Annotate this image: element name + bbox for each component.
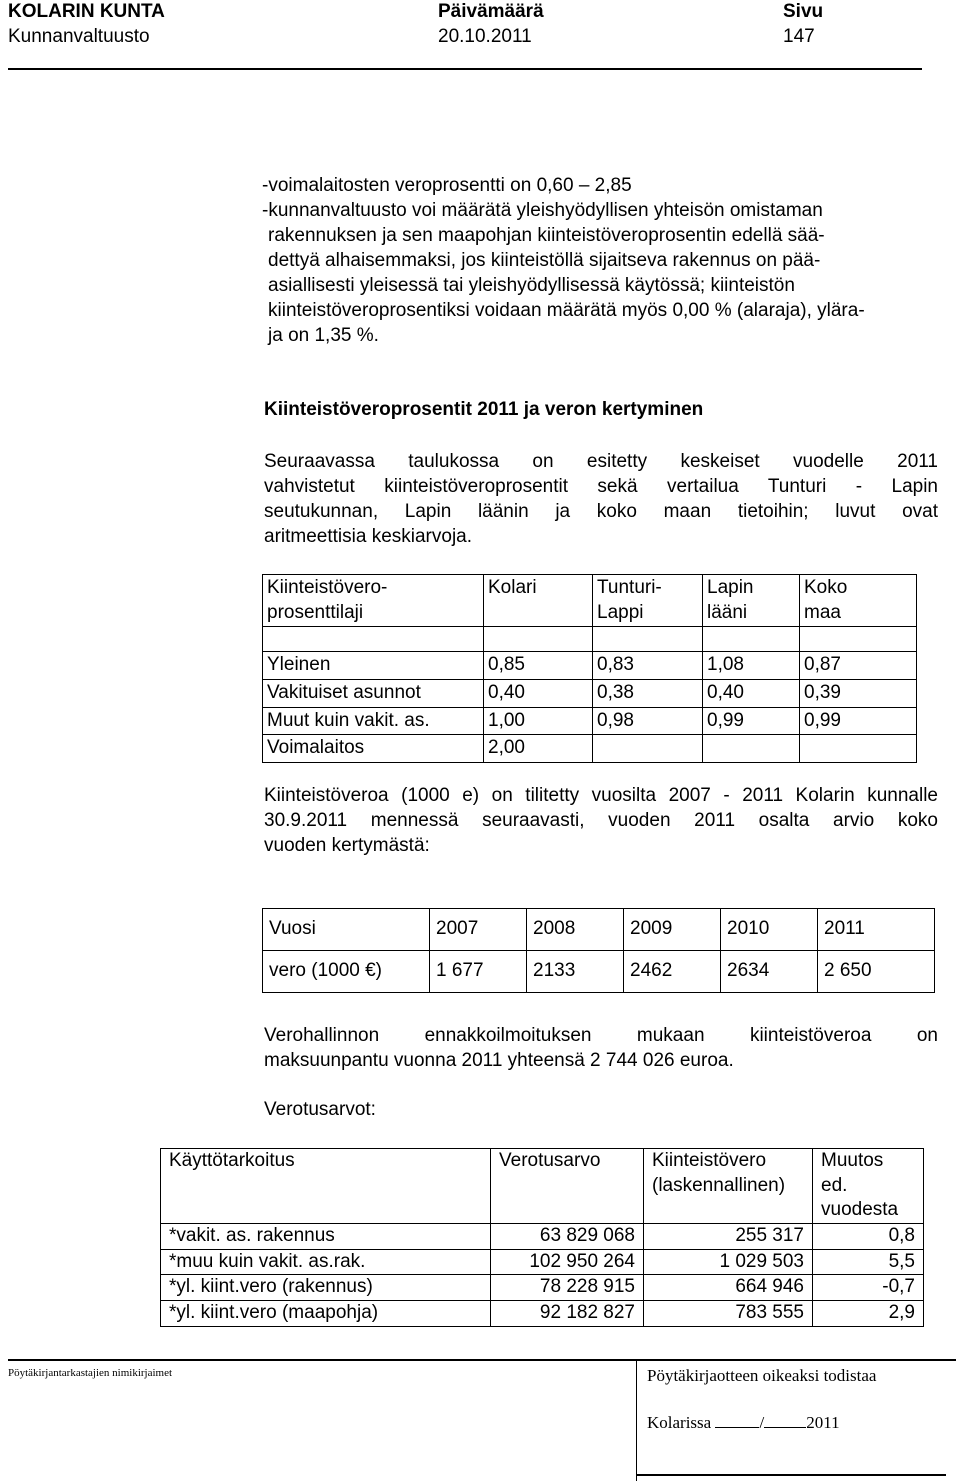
paragraph-tax-intro bbox=[264, 784, 938, 859]
value-cell: 2 650 bbox=[818, 951, 935, 993]
paragraph-line: maksuunpantu vuonna 2011 yhteensä 2 744 026 euroa. bbox=[264, 1050, 734, 1071]
column-header: Verotusarvo bbox=[491, 1149, 644, 1224]
table-cell: 0,40 bbox=[484, 680, 593, 708]
table-cell: 1,08 bbox=[703, 652, 800, 680]
date-value: 20.10.2011 bbox=[438, 26, 532, 48]
table-header-row bbox=[161, 1149, 924, 1224]
verotusarvot-label: Verotusarvot: bbox=[264, 1099, 376, 1120]
table-cell: 5,5 bbox=[813, 1249, 924, 1275]
intro-line: kiinteistöveroprosentiksi voidaan määrätä myös 0,00 % (alaraja), ylära- bbox=[268, 300, 865, 321]
intro-text bbox=[262, 174, 936, 349]
table-cell: 0,38 bbox=[593, 680, 703, 708]
date-label: Päivämäärä bbox=[438, 1, 544, 23]
page-number: 147 bbox=[783, 26, 815, 48]
paragraph-line: seutukunnan, Lapin läänin ja koko maan tietoihin; luvut ovat bbox=[264, 501, 938, 522]
date-separator: / bbox=[759, 1413, 765, 1432]
table-cell: Muut kuin vakit. as. bbox=[263, 707, 484, 735]
paragraph-line: vahvistetut kiinteistöveroprosentit sekä vertailua Tunturi - Lapin bbox=[264, 476, 938, 497]
footer-place: Kolarissa bbox=[647, 1413, 712, 1432]
table-cell: 1,00 bbox=[484, 707, 593, 735]
table-row bbox=[263, 909, 935, 951]
value-cell: 1 677 bbox=[430, 951, 527, 993]
table-cell: 0,83 bbox=[593, 652, 703, 680]
column-header: Lapin lääni bbox=[703, 575, 800, 627]
table-cell: 0,98 bbox=[593, 707, 703, 735]
footer-place-date bbox=[647, 1412, 840, 1434]
table-cell: 1 029 503 bbox=[644, 1249, 813, 1275]
header-divider bbox=[8, 68, 922, 70]
paragraph-line: Seuraavassa taulukossa on esitetty keskeiset vuodelle 2011 bbox=[264, 451, 938, 472]
table-row bbox=[263, 735, 917, 763]
table-cell: 0,85 bbox=[484, 652, 593, 680]
taxable-values-table bbox=[160, 1148, 924, 1327]
footer-year: 2011 bbox=[806, 1413, 840, 1432]
table-cell: 0,99 bbox=[703, 707, 800, 735]
intro-line: ja on 1,35 %. bbox=[268, 325, 379, 346]
table-cell: 255 317 bbox=[644, 1224, 813, 1250]
org-name: KOLARIN KUNTA bbox=[8, 1, 165, 23]
page-header bbox=[8, 0, 948, 50]
year-cell: 2011 bbox=[818, 909, 935, 951]
table-row bbox=[161, 1275, 924, 1301]
table-cell: Vakituiset asunnot bbox=[263, 680, 484, 708]
table-cell: 0,99 bbox=[800, 707, 917, 735]
paragraph-assessment bbox=[264, 1024, 938, 1074]
footer-bottom-divider bbox=[636, 1474, 946, 1476]
year-cell: 2007 bbox=[430, 909, 527, 951]
table-row bbox=[161, 1224, 924, 1250]
body-name: Kunnanvaltuusto bbox=[8, 26, 150, 48]
row-label: Vuosi bbox=[263, 909, 430, 951]
section-title: Kiinteistöveroprosentit 2011 ja veron kertyminen bbox=[264, 399, 704, 420]
year-cell: 2009 bbox=[624, 909, 721, 951]
table-cell: 63 829 068 bbox=[491, 1224, 644, 1250]
intro-line: -kunnanvaltuusto voi määrätä yleishyödyllisen yhteisön omistaman bbox=[262, 200, 823, 221]
value-cell: 2634 bbox=[721, 951, 818, 993]
header-row-values bbox=[8, 25, 948, 50]
table-cell: Yleinen bbox=[263, 652, 484, 680]
footer-vertical-divider bbox=[636, 1359, 637, 1481]
table-cell: 2,00 bbox=[484, 735, 593, 763]
paragraph-line: vuoden kertymästä: bbox=[264, 835, 430, 856]
table-row bbox=[263, 680, 917, 708]
intro-line: dettyä alhaisemmaksi, jos kiinteistöllä sijaitseva rakennus on pää- bbox=[268, 250, 821, 271]
year-cell: 2010 bbox=[721, 909, 818, 951]
table-cell: Voimalaitos bbox=[263, 735, 484, 763]
table-cell bbox=[800, 735, 917, 763]
table-cell: *yl. kiint.vero (rakennus) bbox=[161, 1275, 491, 1301]
table-cell bbox=[593, 735, 703, 763]
intro-line: -voimalaitosten veroprosentti on 0,60 – 2,85 bbox=[262, 175, 632, 196]
footer-certification-label: Pöytäkirjaotteen oikeaksi todistaa bbox=[647, 1366, 877, 1385]
paragraph-line: Verohallinnon ennakkoilmoituksen mukaan kiinteistöveroa on bbox=[264, 1025, 938, 1046]
paragraph-line: aritmeettisia keskiarvoja. bbox=[264, 526, 473, 547]
table-cell: *yl. kiint.vero (maapohja) bbox=[161, 1301, 491, 1327]
table-cell: 102 950 264 bbox=[491, 1249, 644, 1275]
column-header: Kiinteistövero (laskennallinen) bbox=[644, 1149, 813, 1224]
row-label: vero (1000 €) bbox=[263, 951, 430, 993]
header-row-labels bbox=[8, 0, 948, 25]
table-cell: 783 555 bbox=[644, 1301, 813, 1327]
table-row bbox=[263, 652, 917, 680]
column-header: Kiinteistövero- prosenttilaji bbox=[263, 575, 484, 627]
table-row bbox=[161, 1301, 924, 1327]
intro-line: asiallisesti yleisessä tai yleishyödyllisessä käytössä; kiinteistön bbox=[268, 275, 795, 296]
table-cell: 0,87 bbox=[800, 652, 917, 680]
table-cell: 0,8 bbox=[813, 1224, 924, 1250]
table-cell: 78 228 915 bbox=[491, 1275, 644, 1301]
table-header-row bbox=[263, 575, 917, 627]
column-header: Käyttötarkoitus bbox=[161, 1149, 491, 1224]
footer-divider bbox=[8, 1359, 956, 1361]
paragraph-line: 30.9.2011 mennessä seuraavasti, vuoden 2011 osalta arvio koko bbox=[264, 810, 938, 831]
table-cell: *vakit. as. rakennus bbox=[161, 1224, 491, 1250]
table-cell bbox=[703, 735, 800, 763]
column-header: Muutos ed. vuodesta bbox=[813, 1149, 924, 1224]
tax-by-year-table bbox=[262, 908, 935, 993]
paragraph-rates-intro bbox=[264, 450, 938, 550]
footer-initials-label: Pöytäkirjantarkastajien nimikirjaimet bbox=[8, 1367, 173, 1379]
table-cell: 2,9 bbox=[813, 1301, 924, 1327]
month-blank bbox=[764, 1412, 806, 1428]
rates-table bbox=[262, 574, 917, 763]
table-row bbox=[263, 707, 917, 735]
page-label: Sivu bbox=[783, 1, 824, 23]
paragraph-line: Kiinteistöveroa (1000 e) on tilitetty vuosilta 2007 - 2011 Kolarin kunnalle bbox=[264, 785, 938, 806]
table-spacer-row bbox=[263, 627, 917, 652]
day-blank bbox=[715, 1412, 759, 1428]
column-header: Koko maa bbox=[800, 575, 917, 627]
table-row bbox=[161, 1249, 924, 1275]
table-cell: 92 182 827 bbox=[491, 1301, 644, 1327]
column-header: Tunturi- Lappi bbox=[593, 575, 703, 627]
table-cell: *muu kuin vakit. as.rak. bbox=[161, 1249, 491, 1275]
table-row bbox=[263, 951, 935, 993]
value-cell: 2133 bbox=[527, 951, 624, 993]
table-cell: 0,39 bbox=[800, 680, 917, 708]
year-cell: 2008 bbox=[527, 909, 624, 951]
intro-line: rakennuksen ja sen maapohjan kiinteistöveroprosentin edellä sää- bbox=[268, 225, 825, 246]
value-cell: 2462 bbox=[624, 951, 721, 993]
table-cell: -0,7 bbox=[813, 1275, 924, 1301]
column-header: Kolari bbox=[484, 575, 593, 627]
table-cell: 0,40 bbox=[703, 680, 800, 708]
table-cell: 664 946 bbox=[644, 1275, 813, 1301]
